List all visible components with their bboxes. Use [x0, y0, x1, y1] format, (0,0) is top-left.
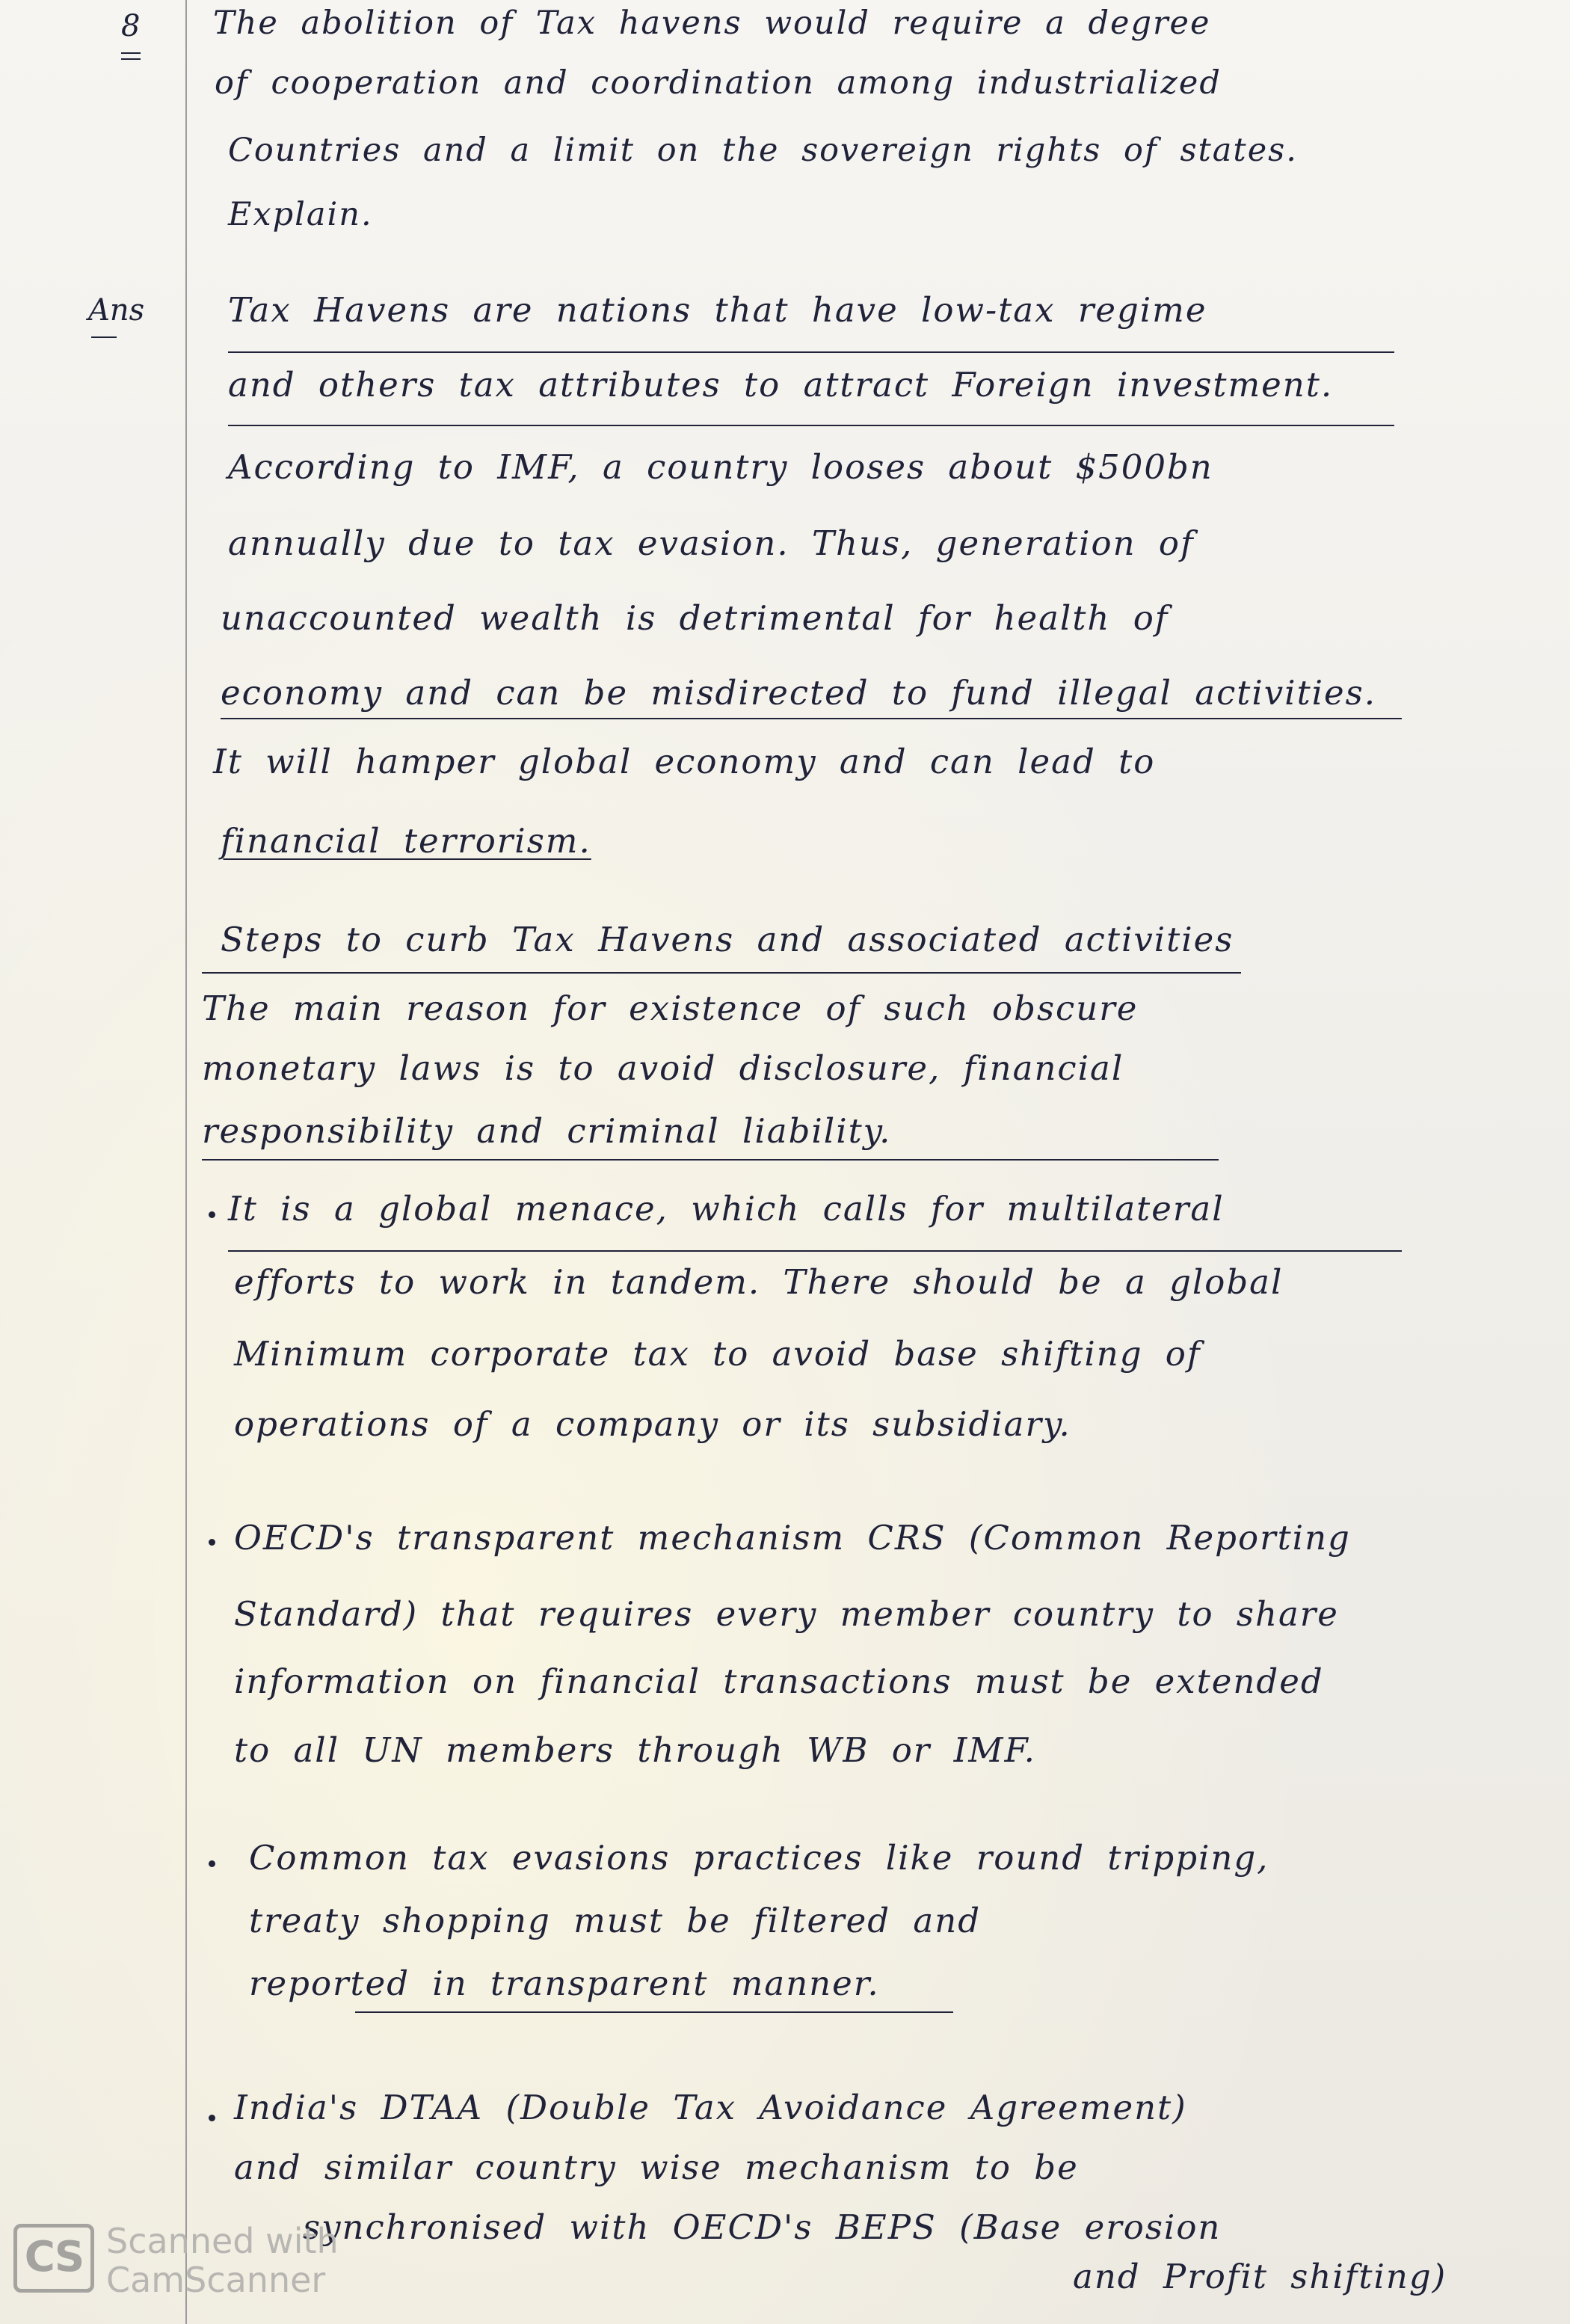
bullet-line: synchronised with OECD's BEPS (Base erosion	[303, 2207, 1222, 2247]
heading-rule	[202, 972, 1241, 974]
camscanner-logo: CS	[13, 2224, 94, 2293]
watermark-line: CamScanner	[106, 2260, 326, 2300]
answer-line: According to IMF, a country looses about $500bn	[228, 447, 1213, 487]
answer-line: It will hamper global economy and can lead to	[213, 742, 1156, 781]
bullet-dot	[209, 1539, 215, 1546]
bullet-line: efforts to work in tandem. There should be a global	[234, 1262, 1284, 1302]
underline-rule	[202, 1159, 1219, 1161]
underline-rule	[221, 718, 1402, 719]
steps-heading: Steps to curb Tax Havens and associated activities	[221, 920, 1234, 959]
question-number: 8	[121, 9, 141, 43]
answer-line: Tax Havens are nations that have low-tax regime	[228, 290, 1207, 330]
bullet-line: and similar country wise mechanism to be	[234, 2148, 1079, 2187]
steps-intro-line: responsibility and criminal liability.	[202, 1111, 892, 1151]
bullet-line: Standard) that requires every member country to share	[234, 1594, 1339, 1634]
underline-rule	[228, 425, 1394, 426]
underline-rule	[228, 1250, 1402, 1252]
bullet-line: reported in transparent manner.	[249, 1964, 880, 2003]
bullet-line: treaty shopping must be filtered and	[249, 1901, 982, 1940]
bullet-line: OECD's transparent mechanism CRS (Common Reporting	[234, 1518, 1351, 1558]
camscanner-watermark	[13, 2221, 447, 2303]
bullet-line: operations of a company or its subsidiary.	[234, 1404, 1071, 1444]
bullet-line: India's DTAA (Double Tax Avoidance Agreement)	[234, 2088, 1187, 2127]
answer-line: economy and can be misdirected to fund illegal activities.	[221, 673, 1377, 713]
bullet-line: Minimum corporate tax to avoid base shifting of	[234, 1334, 1201, 1374]
question-line: Explain.	[228, 196, 373, 233]
answer-line: financial terrorism.	[221, 821, 591, 861]
answer-line: and others tax attributes to attract Foreign investment.	[228, 365, 1334, 405]
question-number-underline	[121, 52, 141, 60]
answer-label-underline	[91, 336, 117, 338]
bullet-line: Common tax evasions practices like round tripping,	[249, 1838, 1269, 1878]
margin-line	[185, 0, 187, 2324]
steps-intro-line: The main reason for existence of such obscure	[202, 989, 1139, 1028]
answer-label: Ans	[88, 293, 145, 328]
underline-rule	[355, 2011, 953, 2013]
question-line: Countries and a limit on the sovereign rights of states.	[228, 132, 1298, 169]
bullet-line: It is a global menace, which calls for multilateral	[228, 1189, 1225, 1229]
answer-line: unaccounted wealth is detrimental for health of	[221, 598, 1169, 638]
answer-line: annually due to tax evasion. Thus, generation of	[228, 523, 1195, 563]
watermark-line: Scanned with	[106, 2221, 339, 2261]
bullet-line: information on financial transactions must be extended	[234, 1661, 1324, 1701]
bullet-line: to all UN members through WB or IMF.	[234, 1730, 1036, 1770]
bullet-dot	[209, 1860, 215, 1867]
underline-rule	[228, 351, 1394, 353]
bullet-line: and Profit shifting)	[1073, 2257, 1447, 2296]
steps-intro-line: monetary laws is to avoid disclosure, financial	[202, 1048, 1124, 1088]
bullet-dot	[209, 2115, 215, 2121]
question-line: of cooperation and coordination among industrialized	[215, 64, 1222, 102]
bullet-dot	[209, 1211, 215, 1218]
question-line: The abolition of Tax havens would require a degree	[213, 4, 1211, 42]
